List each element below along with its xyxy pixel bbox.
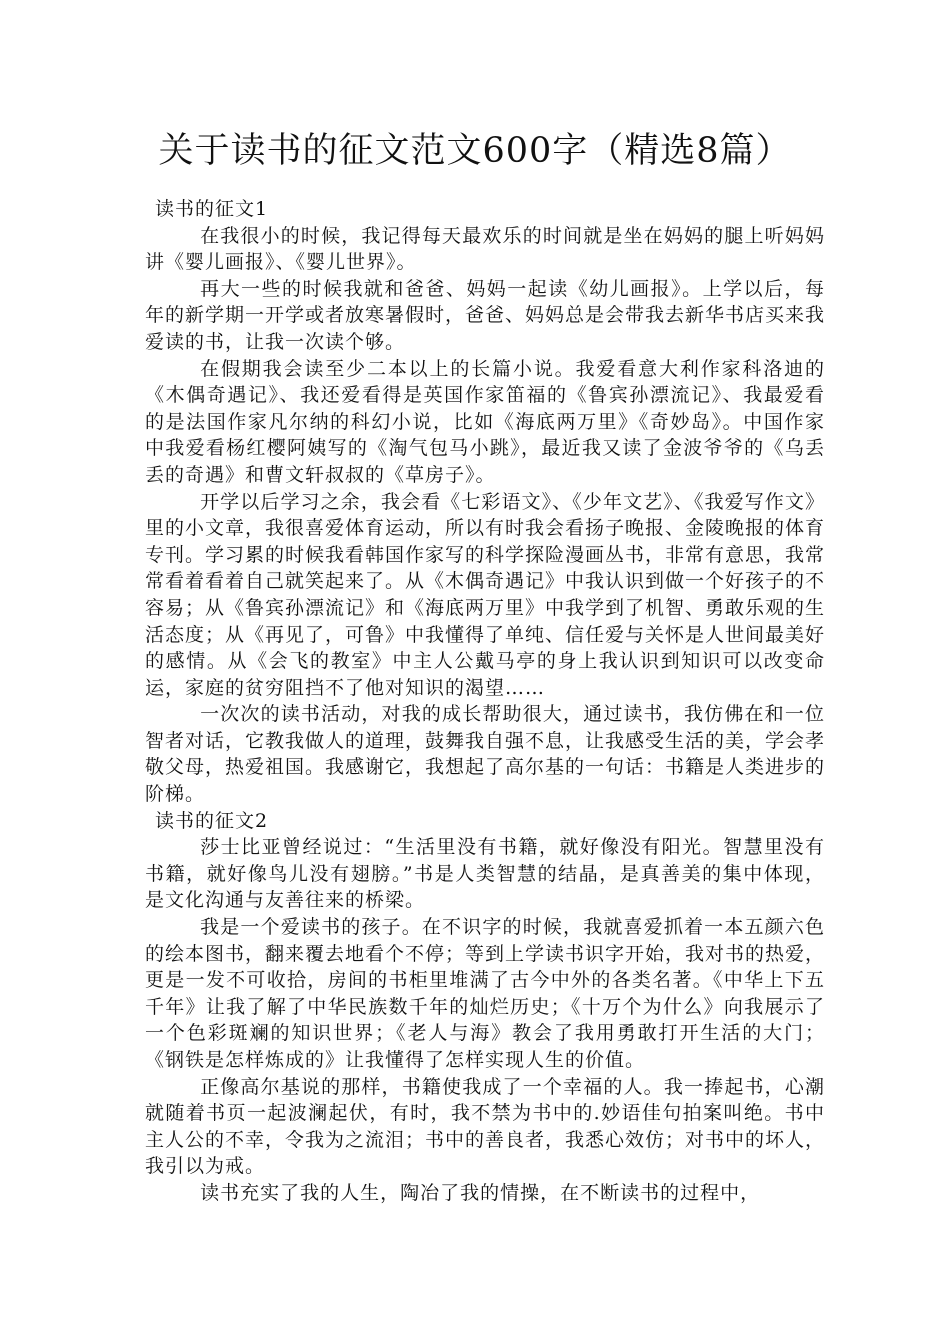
section-1-paragraph-5: 一次次的读书活动，对我的成长帮助很大，通过读书，我仿佛在和一位智者对话，它教我做人的道理，鼓舞我自强不息，让我感受生活的美，学会孝敬父母，热爱祖国。我感谢它，我想起了高尔基的一句话：书籍是人类进步的阶梯。: [145, 703, 826, 806]
section-1-paragraph-1: 在我很小的时候，我记得每天最欢乐的时间就是坐在妈妈的腿上听妈妈讲《婴儿画报》、《婴儿世界》。: [145, 224, 825, 274]
section-2-paragraph-1: 莎士比亚曾经说过：“生活里没有书籍，就好像没有阳光。智慧里没有书籍，就好像鸟儿没有翅膀。”书是人类智慧的结晶，是真善美的集中体现，是文化沟通与友善往来的桥梁。: [145, 836, 825, 912]
section-1-paragraph-2: 再大一些的时候我就和爸爸、妈妈一起读《幼儿画报》。上学以后，每年的新学期一开学或者放寒暑假时，爸爸、妈妈总是会带我去新华书店买来我爱读的书，让我一次读个够。: [145, 277, 826, 353]
document-body: [145, 196, 825, 1207]
section-2-paragraph-2: 我是一个爱读书的孩子。在不识字的时候，我就喜爱抓着一本五颜六色的绘本图书，翻来覆去地看个不停；等到上学读书识字开始，我对书的热爱，更是一发不可收拾，房间的书柜里堆满了古今中外的各类名著。《中华上下五千年》让我了解了中华民族数千年的灿烂历史；《十万个为什么》向我展示了一个色彩斑斓的知识世界；《老人与海》教会了我用勇敢打开生活的大门；《钢铁是怎样炼成的》让我懂得了怎样实现人生的价值。: [145, 916, 826, 1071]
section-1-paragraph-4: 开学以后学习之余，我会看《七彩语文》、《少年文艺》、《我爱写作文》里的小文章，我很喜爱体育运动，所以有时我会看扬子晚报、金陵晚报的体育专刊。学习累的时候我看韩国作家写的科学探险漫画丛书，非常有意思，我常常看着看着自己就笑起来了。从《木偶奇遇记》中我认识到做一个好孩子的不容易；从《鲁宾孙漂流记》和《海底两万里》中我学到了机智、勇敢乐观的生活态度；从《再见了，可鲁》中我懂得了单纯、信任爱与关怀是人世间最美好的感情。从《会飞的教室》中主人公戴马亭的身上我认识到知识可以改变命运，家庭的贫穷阻挡不了他对知识的渴望……: [145, 490, 826, 699]
section-heading-2: 读书的征文2: [155, 809, 269, 832]
section-2-paragraph-3: 正像高尔基说的那样，书籍使我成了一个幸福的人。我一捧起书，心潮就随着书页一起波澜起伏，有时，我不禁为书中的.妙语佳句拍案叫绝。书中主人公的不幸，令我为之流泪；书中的善良者，我悉心效仿；对书中的坏人，我引以为戒。: [145, 1075, 826, 1178]
section-heading-1: 读书的征文1: [155, 198, 269, 220]
section-2-paragraph-4: 读书充实了我的人生，陶冶了我的情操，在不断读书的过程中，: [200, 1181, 761, 1204]
section-1-paragraph-3: 在假期我会读至少二本以上的长篇小说。我爱看意大利作家科洛迪的《木偶奇遇记》、我还爱看得是英国作家笛福的《鲁宾孙漂流记》、我最爱看的是法国作家凡尔纳的科幻小说，比如《海底两万里》《奇妙岛》。中国作家中我爱看杨红樱阿姨写的《淘气包马小跳》，最近我又读了金波爷爷的《乌丢丢的奇遇》和曹文轩叔叔的《草房子》。: [145, 357, 825, 486]
document-title: 关于读书的征文范文600字（精选8篇）: [158, 131, 792, 171]
